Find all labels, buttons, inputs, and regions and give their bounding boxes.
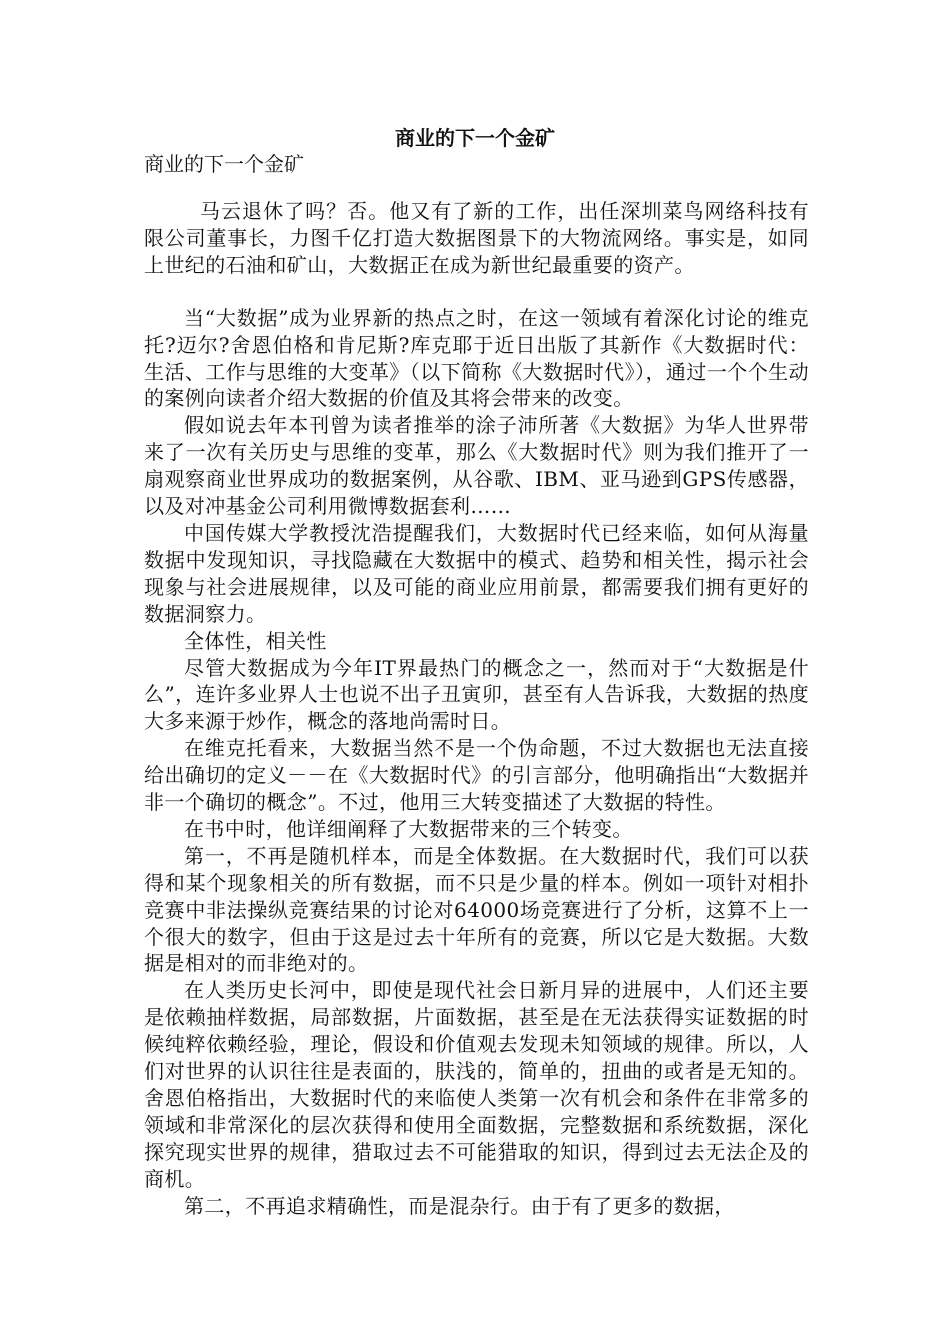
paragraph: 在书中时，他详细阐释了大数据带来的三个转变。: [184, 816, 633, 841]
paragraph: 假如说去年本刊曾为读者推举的涂子沛所著《大数据》为华人世界带来了一次有关历史与思维的变革，那么《大数据时代》则为我们推开了一扇观察商业世界成功的数据案例，从谷歌、IBM、亚马逊到GPS传感器，以及对冲基金公司利用微博数据套利……: [144, 413, 809, 519]
paragraph: 尽管大数据成为今年IT界最热门的概念之一，然而对于“大数据是什么”，连许多业界人士也说不出子丑寅卯，甚至有人告诉我，大数据的热度大多来源于炒作，概念的落地尚需时日。: [144, 655, 809, 734]
paragraph: 第一，不再是随机样本，而是全体数据。在大数据时代，我们可以获得和某个现象相关的所有数据，而不只是少量的样本。例如一项针对相扑竞赛中非法操纵竞赛结果的讨论对64000场竞赛进行了分析，这算不上一个很大的数字，但由于这是过去十年所有的竞赛，所以它是大数据。大数据是相对的而非绝对的。: [144, 843, 809, 976]
paragraph: 第二，不再追求精确性，而是混杂行。由于有了更多的数据，: [184, 1193, 735, 1218]
paragraph: 在人类历史长河中，即使是现代社会日新月异的进展中，人们还主要是依赖抽样数据，局部数据，片面数据，甚至是在无法获得实证数据的时候纯粹依赖经验，理论，假设和价值观去发现未知领域的规律。所以，人们对世界的认识往往是表面的，肤浅的，简单的，扭曲的或者是无知的。舍恩伯格指出，大数据时代的来临使人类第一次有机会和条件在非常多的领域和非常深化的层次获得和使用全面数据，完整数据和系统数据，深化探究现实世界的规律，猎取过去不可能猎取的知识，得到过去无法企及的商机。: [144, 978, 809, 1191]
document-subtitle: 商业的下一个金矿: [144, 152, 304, 176]
document-body: [144, 198, 809, 1220]
paragraph: 当“大数据”成为业界新的热点之时，在这一领域有着深化讨论的维克托?迈尔?舍恩伯格和肯尼斯?库克耶于近日出版了其新作《大数据时代：生活、工作与思维的大变革》（以下简称《大数据时代》），通过一个个生动的案例向读者介绍大数据的价值及其将会带来的改变。: [144, 305, 809, 411]
section-heading: 全体性，相关性: [184, 628, 327, 653]
document-title: 商业的下一个金矿: [395, 126, 555, 150]
paragraph: 马云退休了吗？否。他又有了新的工作，出任深圳菜鸟网络科技有限公司董事长，力图千亿打造大数据图景下的大物流网络。事实是，如同上世纪的石油和矿山，大数据正在成为新世纪最重要的资产。: [144, 199, 809, 277]
paragraph: 中国传媒大学教授沈浩提醒我们，大数据时代已经来临，如何从海量数据中发现知识，寻找隐藏在大数据中的模式、趋势和相关性，揭示社会现象与社会进展规律，以及可能的商业应用前景，都需要我们拥有更好的数据洞察力。: [144, 520, 809, 626]
paragraph: 在维克托看来，大数据当然不是一个伪命题，不过大数据也无法直接给出确切的定义－－在《大数据时代》的引言部分，他明确指出“大数据并非一个确切的概念”。不过，他用三大转变描述了大数据的特性。: [144, 736, 809, 815]
